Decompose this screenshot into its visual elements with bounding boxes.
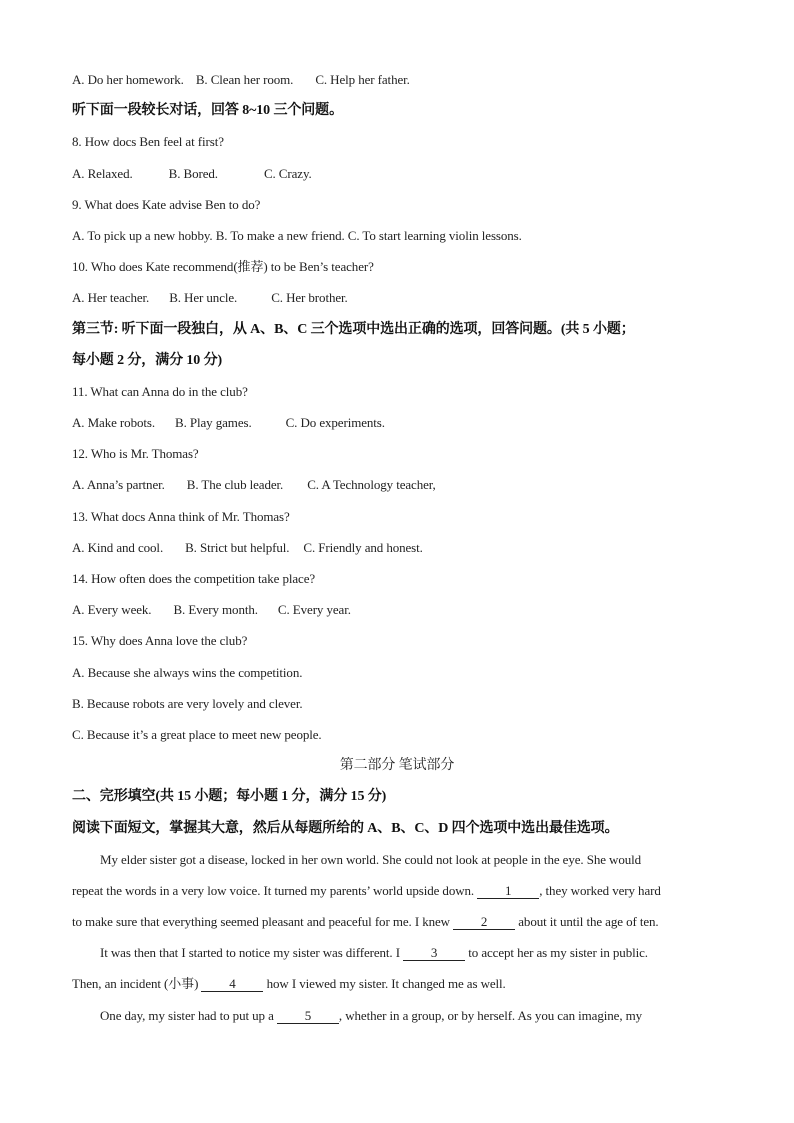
option-a: A. Do her homework. xyxy=(72,72,184,87)
section-heading-8-10: 听下面一段较长对话，回答 8~10 三个问题。 xyxy=(72,103,343,119)
blank-4[interactable]: 4 xyxy=(201,977,263,992)
options-8 xyxy=(72,158,722,189)
option-15-a: A. Because she always wins the competition. xyxy=(72,664,303,680)
options-9: A. To pick up a new hobby. B. To make a new friend. C. To start learning violin lessons. xyxy=(72,227,522,243)
question-8: 8. How docs Ben feel at first? xyxy=(72,134,224,150)
option-a: A. Make robots. xyxy=(72,415,155,431)
question-13: 13. What docs Anna think of Mr. Thomas? xyxy=(72,508,290,524)
option-line-q7 xyxy=(72,64,722,95)
option-b: B. Her uncle. xyxy=(169,290,238,306)
question-10: 10. Who does Kate recommend(推荐) to be Ben’s teacher? xyxy=(72,259,374,275)
options-11 xyxy=(72,407,722,438)
options-14 xyxy=(72,594,722,625)
blank-1[interactable]: 1 xyxy=(477,884,539,899)
option-b: B. Bored. xyxy=(168,165,218,181)
option-c: C. Every year. xyxy=(277,602,351,618)
option-b: B. Strict but helpful. xyxy=(185,539,290,555)
passage-line: My elder sister got a disease, locked in her own world. She could not look at people in the eye. She would xyxy=(100,851,642,867)
option-a: A. Her teacher. xyxy=(72,290,150,306)
passage-line: One day, my sister had to put up a 5 , whether in a group, or by herself. As you can imagine, my xyxy=(100,1007,643,1023)
passage-line: to make sure that everything seemed pleasant and peaceful for me. I knew 2 about it until the age of ten. xyxy=(72,914,659,930)
option-c: C. Friendly and honest. xyxy=(303,539,423,555)
blank-5[interactable]: 5 xyxy=(277,1009,339,1024)
option-b: B. Every month. xyxy=(173,602,258,618)
section-heading-3-cont: 每小题 2 分，满分 10 分) xyxy=(72,352,223,368)
blank-2[interactable]: 2 xyxy=(453,915,515,930)
cloze-instructions: 阅读下面短文，掌握其大意，然后从每题所给的 A、B、C、D 四个选项中选出最佳选项。 xyxy=(72,820,619,836)
option-a: A. Relaxed. xyxy=(72,165,133,181)
option-c: C. Do experiments. xyxy=(285,415,385,431)
option-b: B. Clean her room. xyxy=(195,72,294,87)
question-14: 14. How often does the competition take place? xyxy=(72,571,316,586)
option-c: C. Help her father. xyxy=(315,72,410,87)
option-15-c: C. Because it’s a great place to meet new people. xyxy=(72,726,322,742)
option-c: C. A Technology teacher, xyxy=(307,477,436,493)
question-9: 9. What does Kate advise Ben to do? xyxy=(72,196,261,212)
passage-line: Then, an incident (小事) 4 how I viewed my sister. It changed me as well. xyxy=(72,976,506,992)
options-12 xyxy=(72,469,722,500)
section-two-heading: 二、完形填空(共 15 小题；每小题 1 分，满分 15 分) xyxy=(72,789,387,805)
question-15: 15. Why does Anna love the club? xyxy=(72,633,248,649)
option-c: C. Her brother. xyxy=(271,290,348,306)
option-b: B. The club leader. xyxy=(186,477,284,493)
option-a: A. Every week. xyxy=(72,602,152,618)
option-b: B. Play games. xyxy=(175,415,252,431)
question-12: 12. Who is Mr. Thomas? xyxy=(72,446,199,462)
question-11: 11. What can Anna do in the club? xyxy=(72,383,248,399)
options-13 xyxy=(72,532,722,563)
option-a: A. Kind and cool. xyxy=(72,539,164,555)
exam-page xyxy=(72,64,722,1031)
option-a: A. Anna’s partner. xyxy=(72,477,165,493)
blank-3[interactable]: 3 xyxy=(403,946,465,961)
passage-line: It was then that I started to notice my sister was different. I 3 to accept her as my sister in public. xyxy=(100,945,648,961)
part-two-title: 第二部分 笔试部分 xyxy=(339,758,455,774)
option-c: C. Crazy. xyxy=(263,165,312,181)
section-heading-3: 第三节: 听下面一段独白，从 A、B、C 三个选项中选出正确的选项，回答问题。(共 5 小题； xyxy=(72,321,635,337)
option-15-b: B. Because robots are very lovely and clever. xyxy=(72,695,303,711)
passage-line: repeat the words in a very low voice. It turned my parents’ world upside down. 1 , they worked very hard xyxy=(72,882,661,898)
options-10 xyxy=(72,282,722,313)
